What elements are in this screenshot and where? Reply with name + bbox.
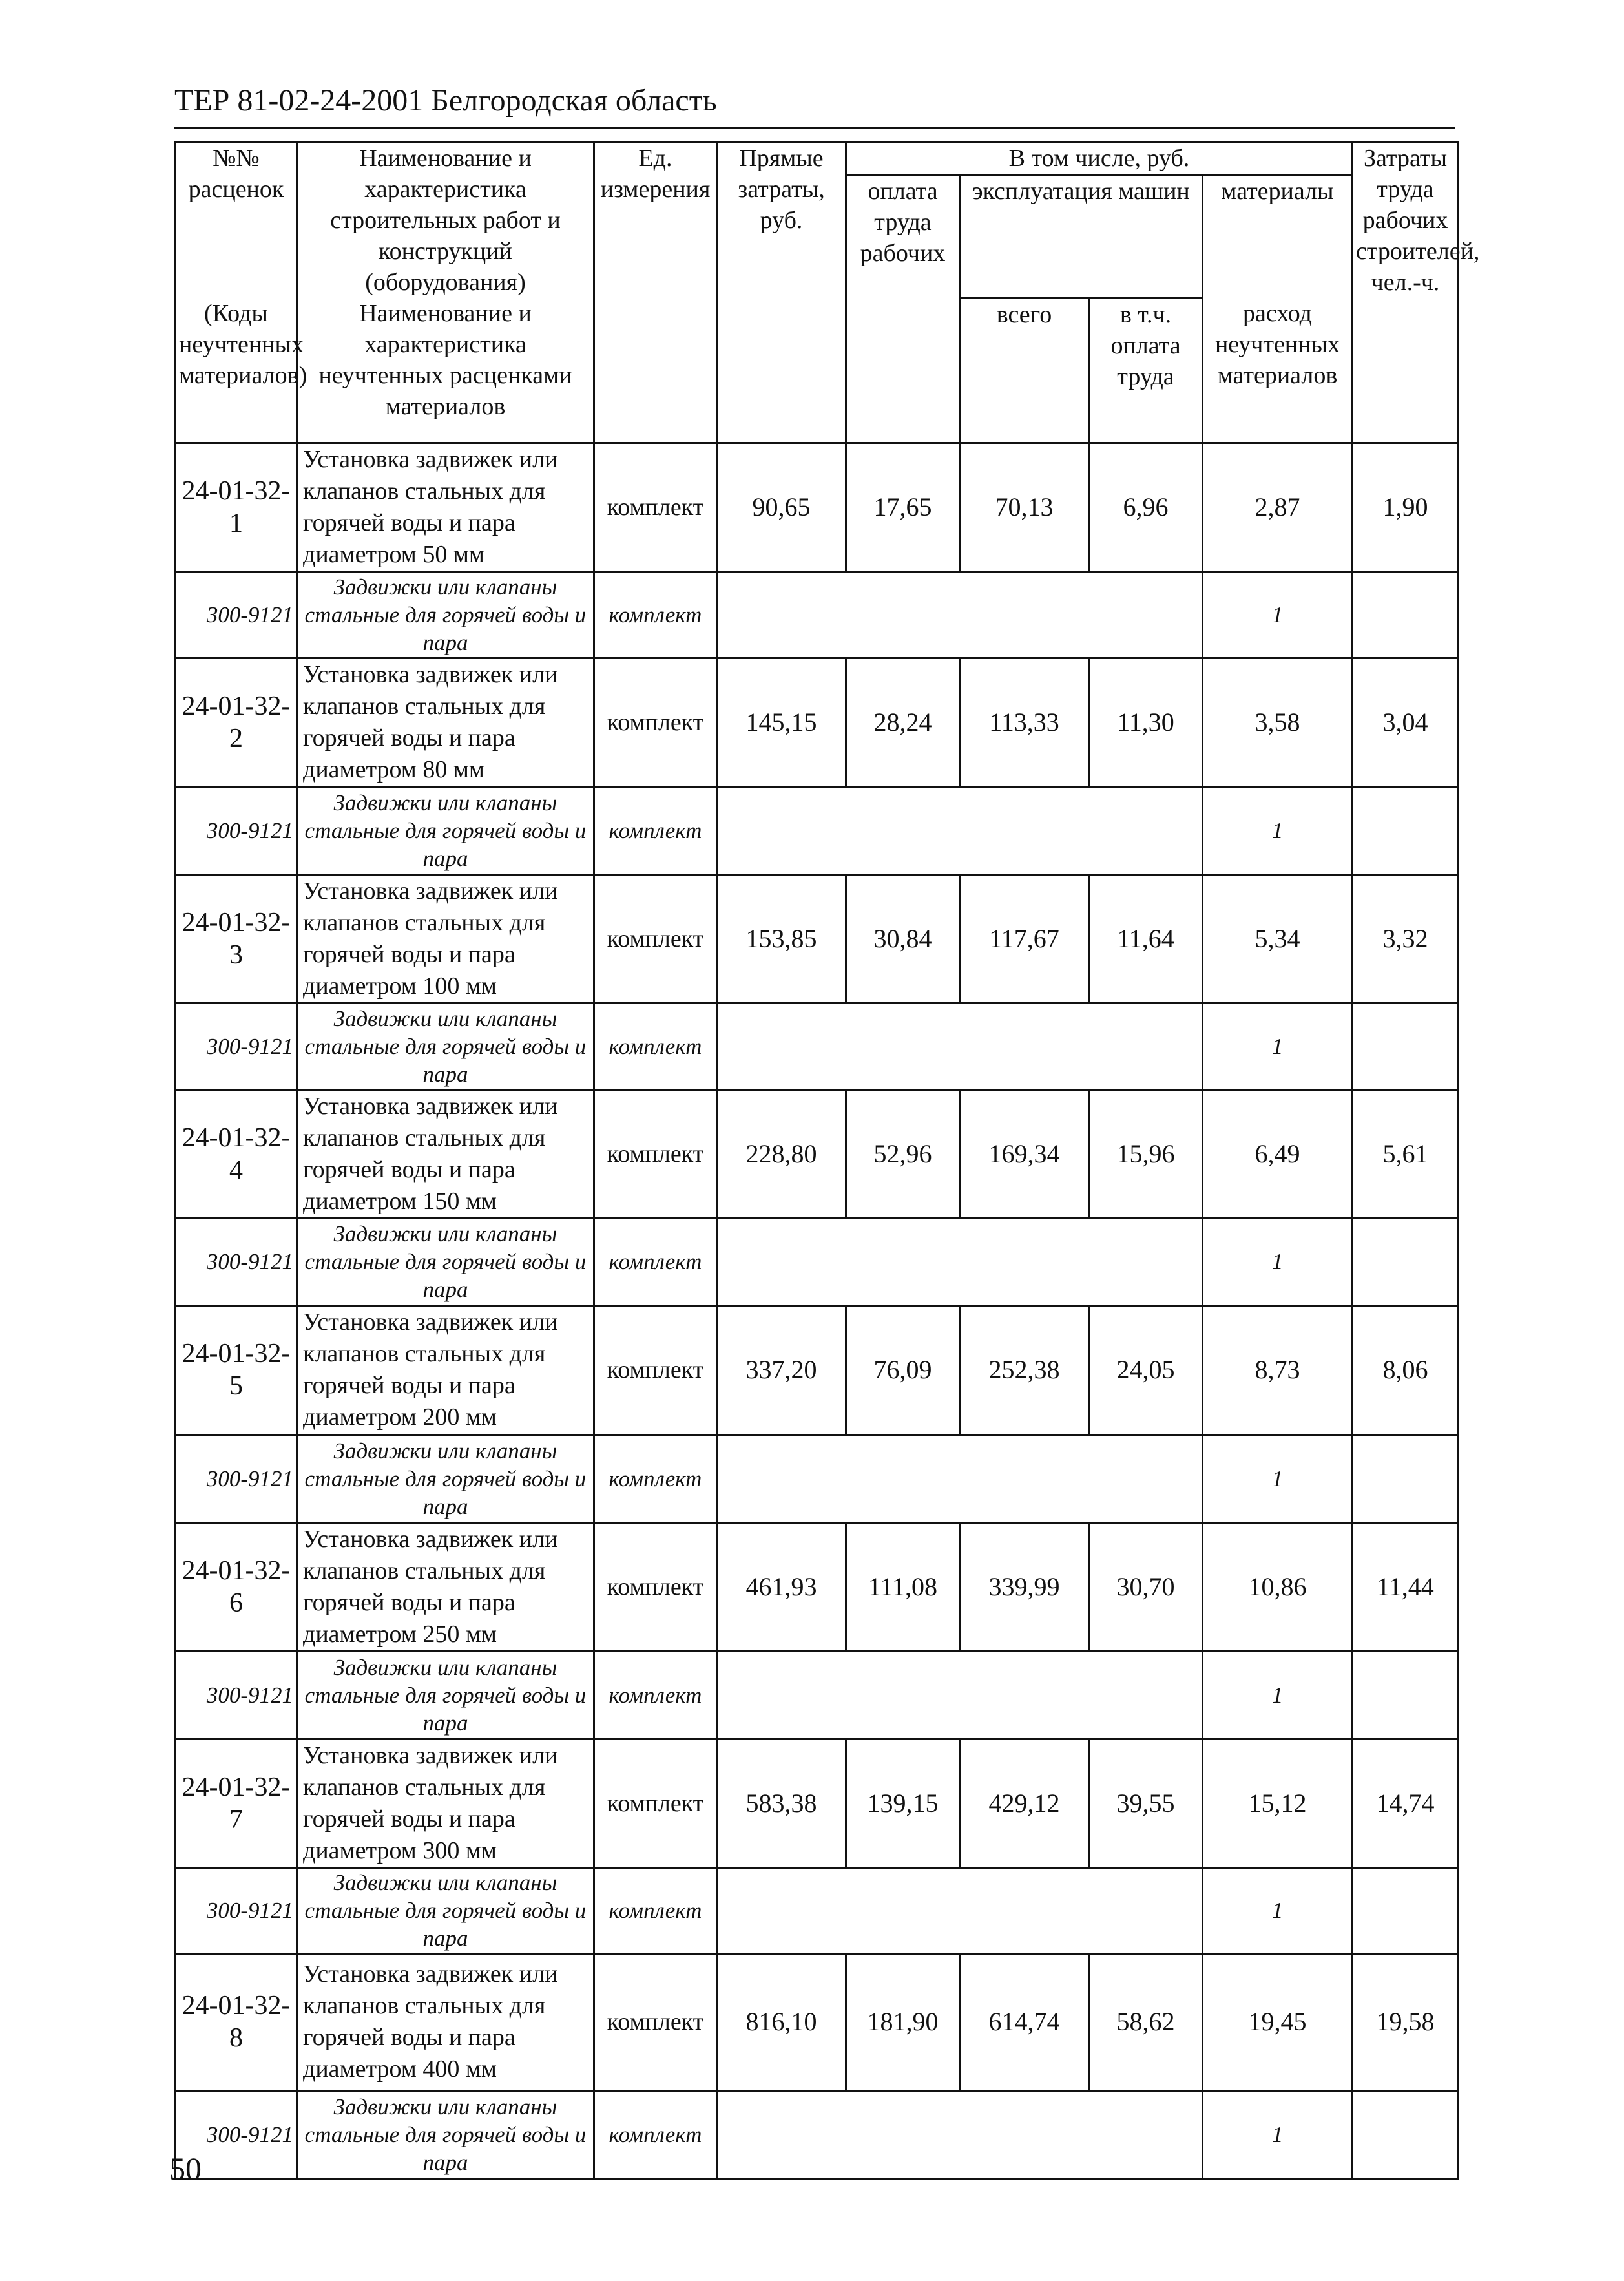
material-row xyxy=(176,1867,1459,1953)
page-header-title: ТЕР 81-02-24-2001 Белгородская область xyxy=(174,83,717,118)
material-code: 300-9121 xyxy=(176,1003,297,1089)
machines-total: 429,12 xyxy=(960,1739,1089,1867)
header-code: №№ расценок xyxy=(176,142,297,299)
material-row xyxy=(176,1218,1459,1305)
unit: комплект xyxy=(594,874,717,1003)
unit: комплект xyxy=(594,1739,717,1867)
material-unit: комплект xyxy=(594,1003,717,1089)
materials-cost: 19,45 xyxy=(1203,1953,1353,2090)
rate-row xyxy=(176,443,1459,572)
rate-row xyxy=(176,1522,1459,1651)
materials-cost: 15,12 xyxy=(1203,1739,1353,1867)
labor-hours: 5,61 xyxy=(1353,1089,1459,1218)
machines-total: 169,34 xyxy=(960,1089,1089,1218)
rate-code: 24-01-32-6 xyxy=(176,1522,297,1651)
material-row xyxy=(176,2090,1459,2178)
material-labor-blank xyxy=(1353,1435,1459,1522)
rate-code: 24-01-32-1 xyxy=(176,443,297,572)
material-row xyxy=(176,786,1459,874)
rate-code: 24-01-32-3 xyxy=(176,874,297,1003)
header-machine-total: всего xyxy=(960,298,1089,443)
work-name: Установка задвижек или клапанов стальных для горячей воды и пара диаметром 100 мм xyxy=(297,874,594,1003)
machines-total: 113,33 xyxy=(960,658,1089,786)
header-material-consumption: расход неучтенных материалов xyxy=(1203,298,1353,443)
material-qty: 1 xyxy=(1203,1651,1353,1739)
rates-table xyxy=(174,141,1480,2180)
material-unit: комплект xyxy=(594,1435,717,1522)
work-name: Установка задвижек или клапанов стальных для горячей воды и пара диаметром 200 мм xyxy=(297,1305,594,1435)
rate-row xyxy=(176,1089,1459,1218)
material-labor-blank xyxy=(1353,1003,1459,1089)
work-name: Установка задвижек или клапанов стальных для горячей воды и пара диаметром 80 мм xyxy=(297,658,594,786)
material-blank xyxy=(717,572,1203,658)
material-blank xyxy=(717,2090,1203,2178)
material-row xyxy=(176,572,1459,658)
labor-pay: 30,84 xyxy=(846,874,960,1003)
material-name: Задвижки или клапаны стальные для горячей воды и пара xyxy=(297,2090,594,2178)
material-qty: 1 xyxy=(1203,2090,1353,2178)
material-qty: 1 xyxy=(1203,1218,1353,1305)
material-name: Задвижки или клапаны стальные для горячей воды и пара xyxy=(297,1435,594,1522)
machines-labor: 39,55 xyxy=(1089,1739,1203,1867)
material-blank xyxy=(717,1003,1203,1089)
labor-hours: 14,74 xyxy=(1353,1739,1459,1867)
rate-row xyxy=(176,1953,1459,2090)
header-unit: Ед. измерения xyxy=(594,142,717,443)
material-row xyxy=(176,1003,1459,1089)
material-code: 300-9121 xyxy=(176,1867,297,1953)
machines-total: 70,13 xyxy=(960,443,1089,572)
material-labor-blank xyxy=(1353,572,1459,658)
labor-pay: 76,09 xyxy=(846,1305,960,1435)
labor-pay: 181,90 xyxy=(846,1953,960,2090)
machines-total: 339,99 xyxy=(960,1522,1089,1651)
material-code: 300-9121 xyxy=(176,1218,297,1305)
material-qty: 1 xyxy=(1203,786,1353,874)
material-blank xyxy=(717,786,1203,874)
machines-labor: 11,30 xyxy=(1089,658,1203,786)
material-labor-blank xyxy=(1353,2090,1459,2178)
material-name: Задвижки или клапаны стальные для горячей воды и пара xyxy=(297,1218,594,1305)
material-name: Задвижки или клапаны стальные для горячей воды и пара xyxy=(297,786,594,874)
material-labor-blank xyxy=(1353,786,1459,874)
labor-pay: 17,65 xyxy=(846,443,960,572)
material-code: 300-9121 xyxy=(176,1651,297,1739)
page-number: 50 xyxy=(169,2150,202,2187)
material-blank xyxy=(717,1651,1203,1739)
work-name: Установка задвижек или клапанов стальных для горячей воды и пара диаметром 50 мм xyxy=(297,443,594,572)
material-labor-blank xyxy=(1353,1867,1459,1953)
header-work-name: Наименование и характеристика строительных работ и конструкций (оборудования) xyxy=(297,142,594,299)
labor-hours: 8,06 xyxy=(1353,1305,1459,1435)
material-qty: 1 xyxy=(1203,1003,1353,1089)
work-name: Установка задвижек или клапанов стальных для горячей воды и пара диаметром 300 мм xyxy=(297,1739,594,1867)
labor-pay: 111,08 xyxy=(846,1522,960,1651)
material-row xyxy=(176,1435,1459,1522)
work-name: Установка задвижек или клапанов стальных для горячей воды и пара диаметром 250 мм xyxy=(297,1522,594,1651)
material-name: Задвижки или клапаны стальные для горячей воды и пара xyxy=(297,1003,594,1089)
direct-costs: 90,65 xyxy=(717,443,846,572)
rate-row xyxy=(176,1305,1459,1435)
labor-hours: 1,90 xyxy=(1353,443,1459,572)
machines-labor: 30,70 xyxy=(1089,1522,1203,1651)
header-machine-labor: в т.ч. оплата труда xyxy=(1089,298,1203,443)
material-row xyxy=(176,1651,1459,1739)
material-unit: комплект xyxy=(594,1651,717,1739)
material-qty: 1 xyxy=(1203,572,1353,658)
labor-pay: 28,24 xyxy=(846,658,960,786)
machines-labor: 6,96 xyxy=(1089,443,1203,572)
header-rule xyxy=(174,127,1455,129)
rate-row xyxy=(176,658,1459,786)
header-direct-costs: Прямые затраты, руб. xyxy=(717,142,846,443)
labor-pay: 139,15 xyxy=(846,1739,960,1867)
unit: комплект xyxy=(594,443,717,572)
labor-hours: 3,04 xyxy=(1353,658,1459,786)
direct-costs: 153,85 xyxy=(717,874,846,1003)
machines-total: 252,38 xyxy=(960,1305,1089,1435)
material-name: Задвижки или клапаны стальные для горячей воды и пара xyxy=(297,572,594,658)
machines-labor: 15,96 xyxy=(1089,1089,1203,1218)
direct-costs: 337,20 xyxy=(717,1305,846,1435)
header-materials: материалы xyxy=(1203,175,1353,299)
direct-costs: 583,38 xyxy=(717,1739,846,1867)
material-blank xyxy=(717,1435,1203,1522)
rate-code: 24-01-32-4 xyxy=(176,1089,297,1218)
material-qty: 1 xyxy=(1203,1435,1353,1522)
material-unit: комплект xyxy=(594,572,717,658)
rate-code: 24-01-32-2 xyxy=(176,658,297,786)
material-code: 300-9121 xyxy=(176,572,297,658)
rate-code: 24-01-32-7 xyxy=(176,1739,297,1867)
direct-costs: 816,10 xyxy=(717,1953,846,2090)
direct-costs: 461,93 xyxy=(717,1522,846,1651)
header-material-code: (Коды неучтенных материалов) xyxy=(176,298,297,443)
material-code: 300-9121 xyxy=(176,2090,297,2178)
material-blank xyxy=(717,1867,1203,1953)
direct-costs: 145,15 xyxy=(717,658,846,786)
material-code: 300-9121 xyxy=(176,786,297,874)
labor-hours: 11,44 xyxy=(1353,1522,1459,1651)
material-labor-blank xyxy=(1353,1218,1459,1305)
materials-cost: 8,73 xyxy=(1203,1305,1353,1435)
direct-costs: 228,80 xyxy=(717,1089,846,1218)
header-labor-pay: оплата труда рабочих xyxy=(846,175,960,443)
machines-total: 614,74 xyxy=(960,1953,1089,2090)
material-unit: комплект xyxy=(594,786,717,874)
material-qty: 1 xyxy=(1203,1867,1353,1953)
labor-hours: 19,58 xyxy=(1353,1953,1459,2090)
machines-labor: 58,62 xyxy=(1089,1953,1203,2090)
machines-labor: 24,05 xyxy=(1089,1305,1203,1435)
materials-cost: 5,34 xyxy=(1203,874,1353,1003)
material-unit: комплект xyxy=(594,1218,717,1305)
unit: комплект xyxy=(594,658,717,786)
header-including: В том числе, руб. xyxy=(846,142,1353,175)
header-material-name: Наименование и характеристика неучтенных расценками материалов xyxy=(297,298,594,443)
header-labor-costs: Затраты труда рабочих строителей, чел.-ч. xyxy=(1353,142,1459,443)
machines-labor: 11,64 xyxy=(1089,874,1203,1003)
rate-code: 24-01-32-8 xyxy=(176,1953,297,2090)
unit: комплект xyxy=(594,1305,717,1435)
labor-hours: 3,32 xyxy=(1353,874,1459,1003)
materials-cost: 6,49 xyxy=(1203,1089,1353,1218)
material-name: Задвижки или клапаны стальные для горячей воды и пара xyxy=(297,1867,594,1953)
unit: комплект xyxy=(594,1953,717,2090)
work-name: Установка задвижек или клапанов стальных для горячей воды и пара диаметром 150 мм xyxy=(297,1089,594,1218)
material-name: Задвижки или клапаны стальные для горячей воды и пара xyxy=(297,1651,594,1739)
material-blank xyxy=(717,1218,1203,1305)
header-machine-operation: эксплуатация машин xyxy=(960,175,1203,299)
materials-cost: 3,58 xyxy=(1203,658,1353,786)
material-unit: комплект xyxy=(594,1867,717,1953)
rate-row xyxy=(176,874,1459,1003)
rate-code: 24-01-32-5 xyxy=(176,1305,297,1435)
unit: комплект xyxy=(594,1089,717,1218)
rate-row xyxy=(176,1739,1459,1867)
unit: комплект xyxy=(594,1522,717,1651)
material-unit: комплект xyxy=(594,2090,717,2178)
labor-pay: 52,96 xyxy=(846,1089,960,1218)
material-code: 300-9121 xyxy=(176,1435,297,1522)
work-name: Установка задвижек или клапанов стальных для горячей воды и пара диаметром 400 мм xyxy=(297,1953,594,2090)
materials-cost: 10,86 xyxy=(1203,1522,1353,1651)
materials-cost: 2,87 xyxy=(1203,443,1353,572)
machines-total: 117,67 xyxy=(960,874,1089,1003)
material-labor-blank xyxy=(1353,1651,1459,1739)
